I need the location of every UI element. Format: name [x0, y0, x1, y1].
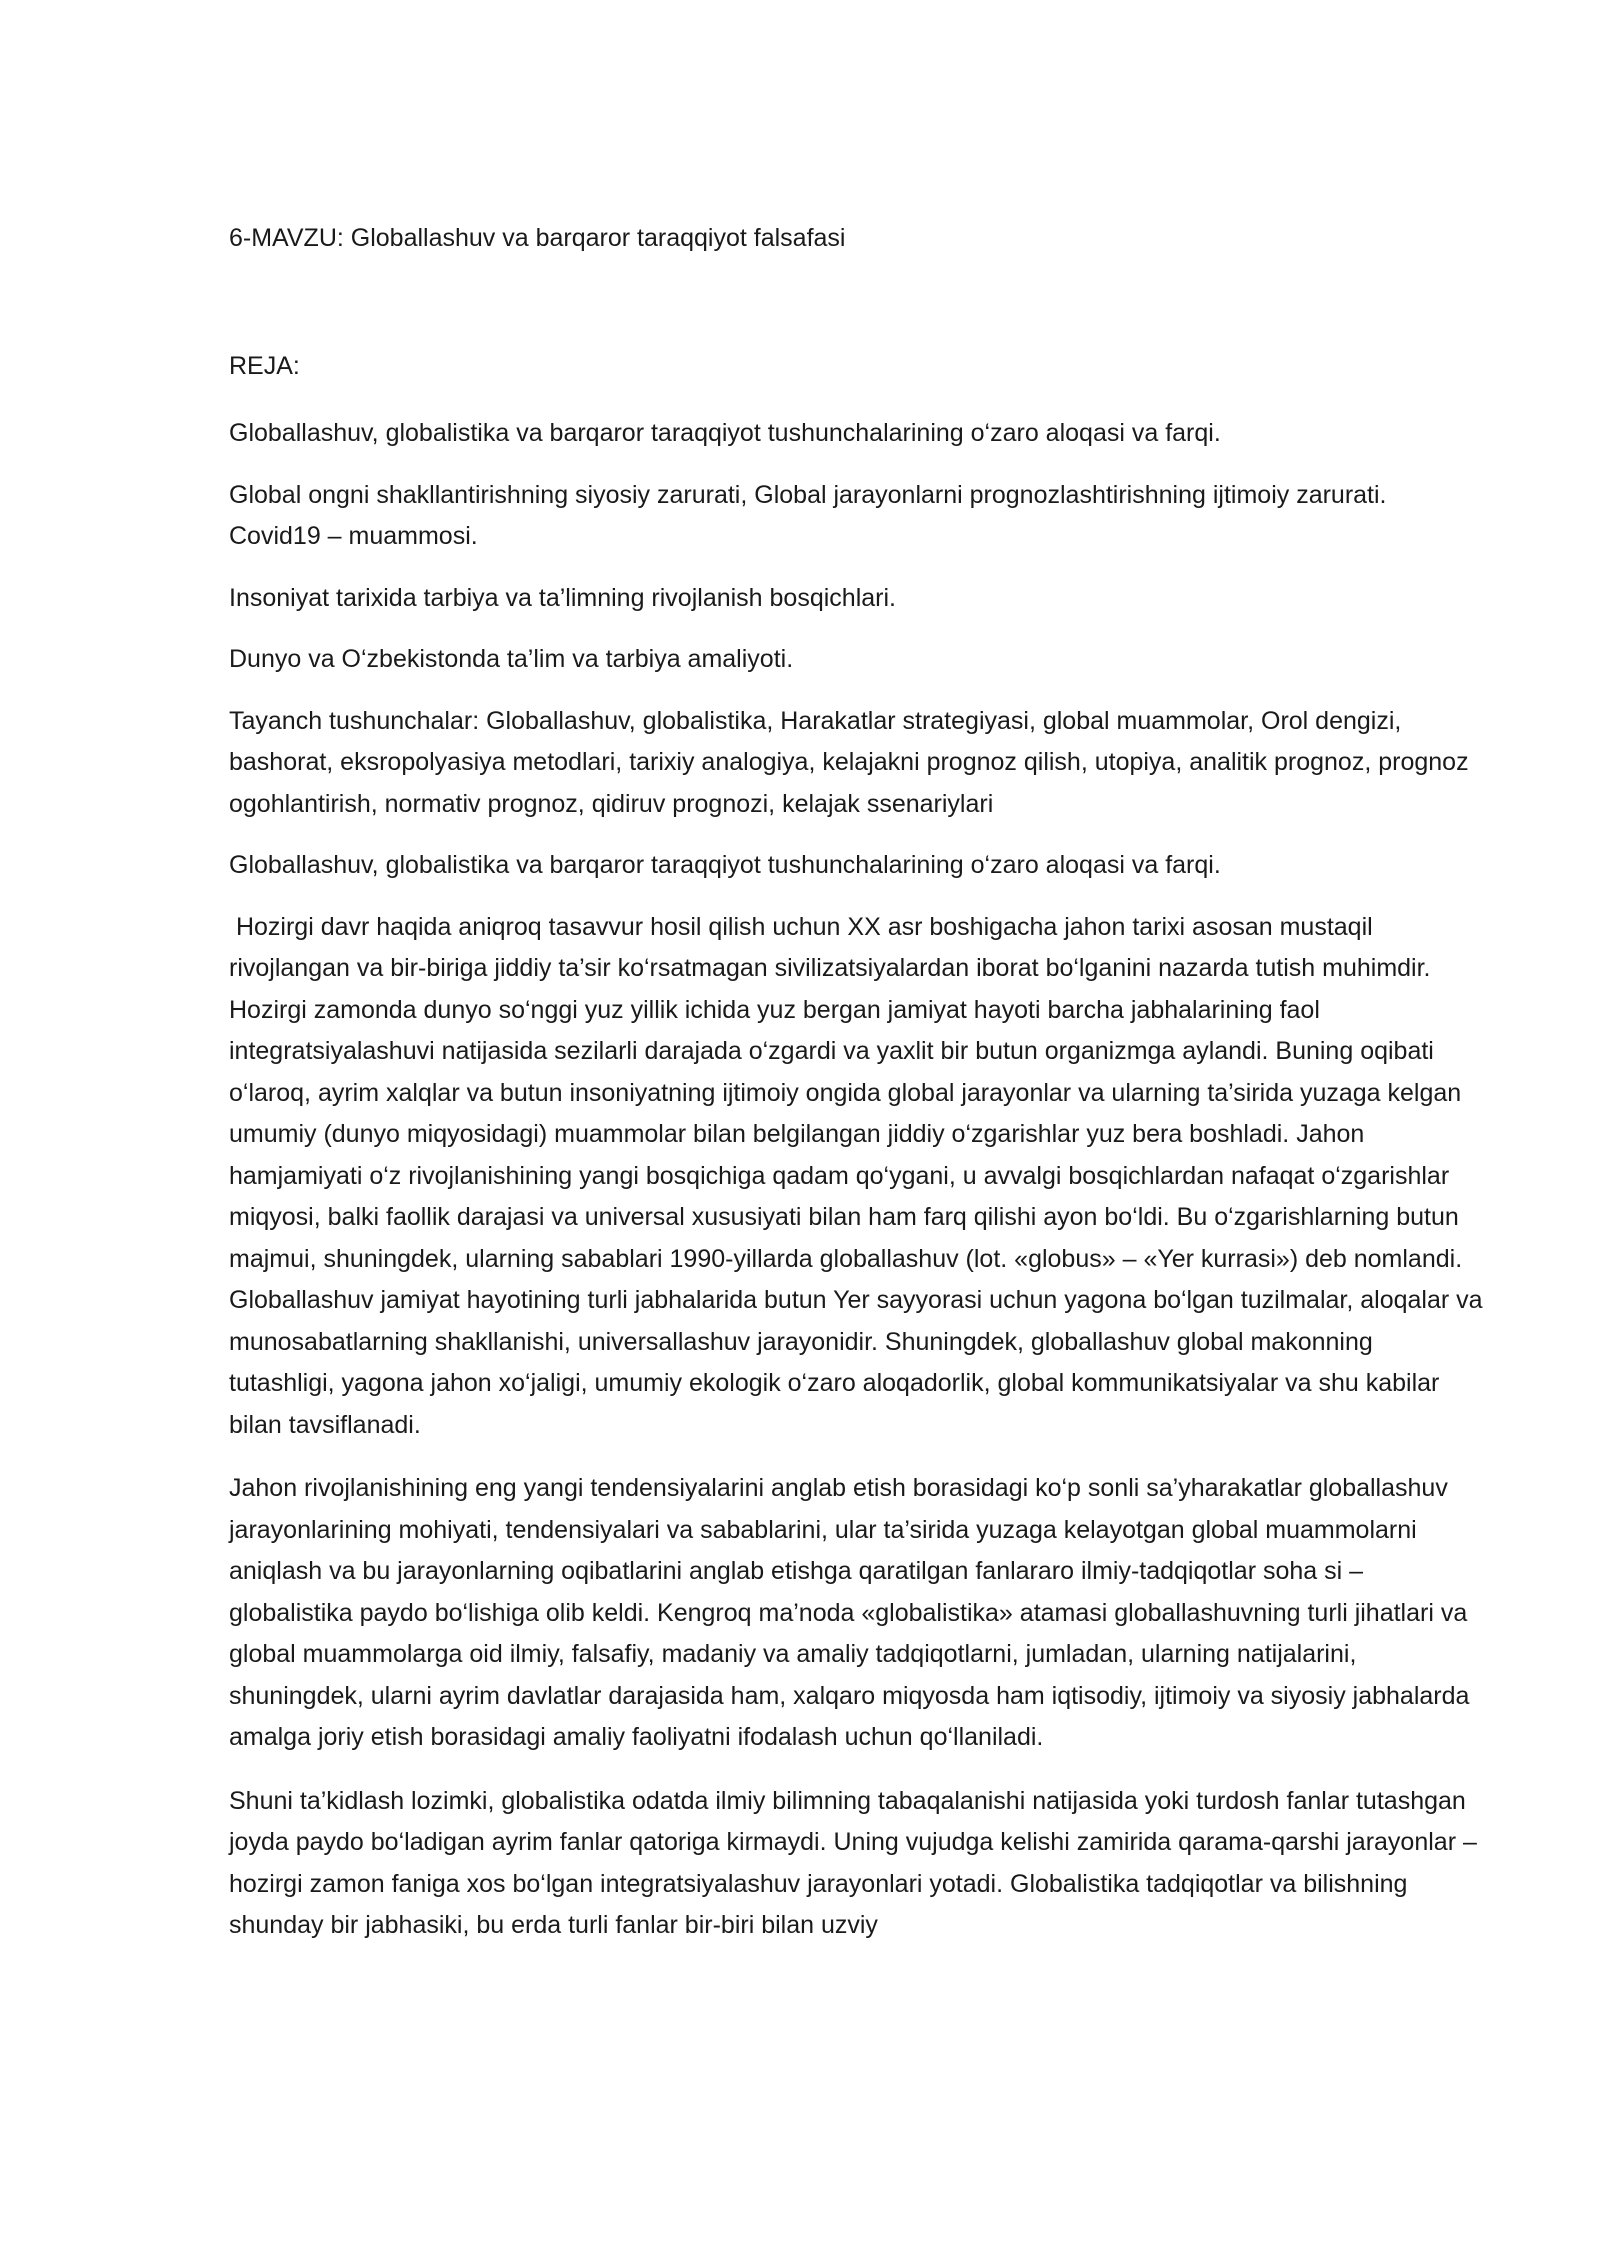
body-paragraph: Jahon rivojlanishining eng yangi tendensiyalarini anglab etish borasidagi ko‘p sonli sa’yharakatlar globallashuv jarayonlarining mohiyati, tendensiyalari va sabablarini, ular ta’sirida yuzaga kelayotgan global muammolarni aniqlash va bu jarayonlarning oqibatlarini anglab etishga qaratilgan fanlararo ilmiy-tadqiqotlar soha si – globalistika paydo bo‘lishiga olib keldi. Kengroq ma’noda «globalistika» atamasi globallashuvning turli jihatlari va global muammolarga oid ilmiy, falsafiy, madaniy va amaliy tadqiqotlarni, jumladan, ularning natijalarini, shuningdek, ularni ayrim davlatlar darajasida ham, xalqaro miqyosda ham iqtisodiy, ijtimoiy va siyosiy jabhalarda amalga joriy etish borasidagi amaliy faoliyatni ifodalash uchun qo‘llaniladi.: [229, 1474, 1470, 1751]
document-body: [229, 218, 1490, 1969]
body-paragraph: Hozirgi davr haqida aniqroq tasavvur hosil qilish uchun XX asr boshigacha jahon tarixi asosan mustaqil rivojlangan va bir-biriga jiddiy ta’sir ko‘rsatmagan sivilizatsiyalardan iborat bo‘lganini nazarda tutish muhimdir. Hozirgi zamonda dunyo so‘nggi yuz yillik ichida yuz bergan jamiyat hayoti barcha jabhalarining faol integratsiyalashuvi natijasida sezilarli darajada o‘zgardi va yaxlit bir butun organizmga aylandi. Buning oqibati o‘laroq, ayrim xalqlar va butun insoniyatning ijtimoiy ongida global jarayonlar va ularning ta’sirida yuzaga kelgan umumiy (dunyo miqyosidagi) muammolar bilan belgilangan jiddiy o‘zgarishlar yuz bera boshladi. Jahon hamjamiyati o‘z rivojlanishining yangi bosqichiga qadam qo‘ygani, u avvalgi bosqichlardan nafaqat o‘zgarishlar miqyosi, balki faollik darajasi va universal xususiyati bilan ham farq qilishi ayon bo‘ldi. Bu o‘zgarishlarning butun majmui, shuningdek, ularning sabablari 1990-yillarda globallashuv (lot. «globus» – «Yer kurrasi») deb nomlandi. Globallashuv jamiyat hayotining turli jabhalarida butun Yer sayyorasi uchun yagona bo‘lgan tuzilmalar, aloqalar va munosabatlarning shakllanishi, universallashuv jarayonidir. Shuningdek, globallashuv global makonning tutashligi, yagona jahon xo‘jaligi, umumiy ekologik o‘zaro aloqadorlik, global kommunikatsiyalar va shu kabilar bilan tavsiflanadi.: [229, 912, 1490, 1439]
plan-item: Dunyo va O‘zbekistonda ta’lim va tarbiya amaliyoti.: [229, 645, 794, 673]
section-heading: Globallashuv, globalistika va barqaror taraqqiyot tushunchalarining o‘zaro aloqasi va farqi.: [229, 851, 1221, 879]
plan-label: REJA:: [229, 351, 300, 380]
body-paragraph: Shuni ta’kidlash lozimki, globalistika odatda ilmiy bilimning tabaqalanishi natijasida yoki turdosh fanlar tutashgan joyda paydo bo‘ladigan ayrim fanlar qatoriga kirmaydi. Uning vujudga kelishi zamirida qarama-qarshi jarayonlar – hozirgi zamon faniga xos bo‘lgan integratsiyalashuv jarayonlari yotadi. Globalistika tadqiqotlar va bilishning shunday bir jabhasiki, bu erda turli fanlar bir-biri bilan uzviy: [229, 1786, 1477, 1939]
plan-item: Insoniyat tarixida tarbiya va ta’limning rivojlanish bosqichlari.: [229, 583, 896, 612]
plan-item: Globallashuv, globalistika va barqaror taraqqiyot tushunchalarining o‘zaro aloqasi va farqi.: [229, 419, 1221, 447]
document-title: 6-MAVZU: Globallashuv va barqaror taraqqiyot falsafasi: [229, 224, 846, 252]
plan-item: Global ongni shakllantirishning siyosiy zarurati, Global jarayonlarni prognozlashtirishning ijtimoiy zarurati. Covid19 – muammosi.: [229, 480, 1387, 550]
key-terms-paragraph: Tayanch tushunchalar: Globallashuv, globalistika, Harakatlar strategiyasi, global muammolar, Orol dengizi, bashorat, eksropolyasiya metodlari, tarixiy analogiya, kelajakni prognoz qilish, utopiya, analitik prognoz, prognoz ogohlantirish, normativ prognoz, qidiruv prognozi, kelajak ssenariylari: [229, 706, 1469, 818]
